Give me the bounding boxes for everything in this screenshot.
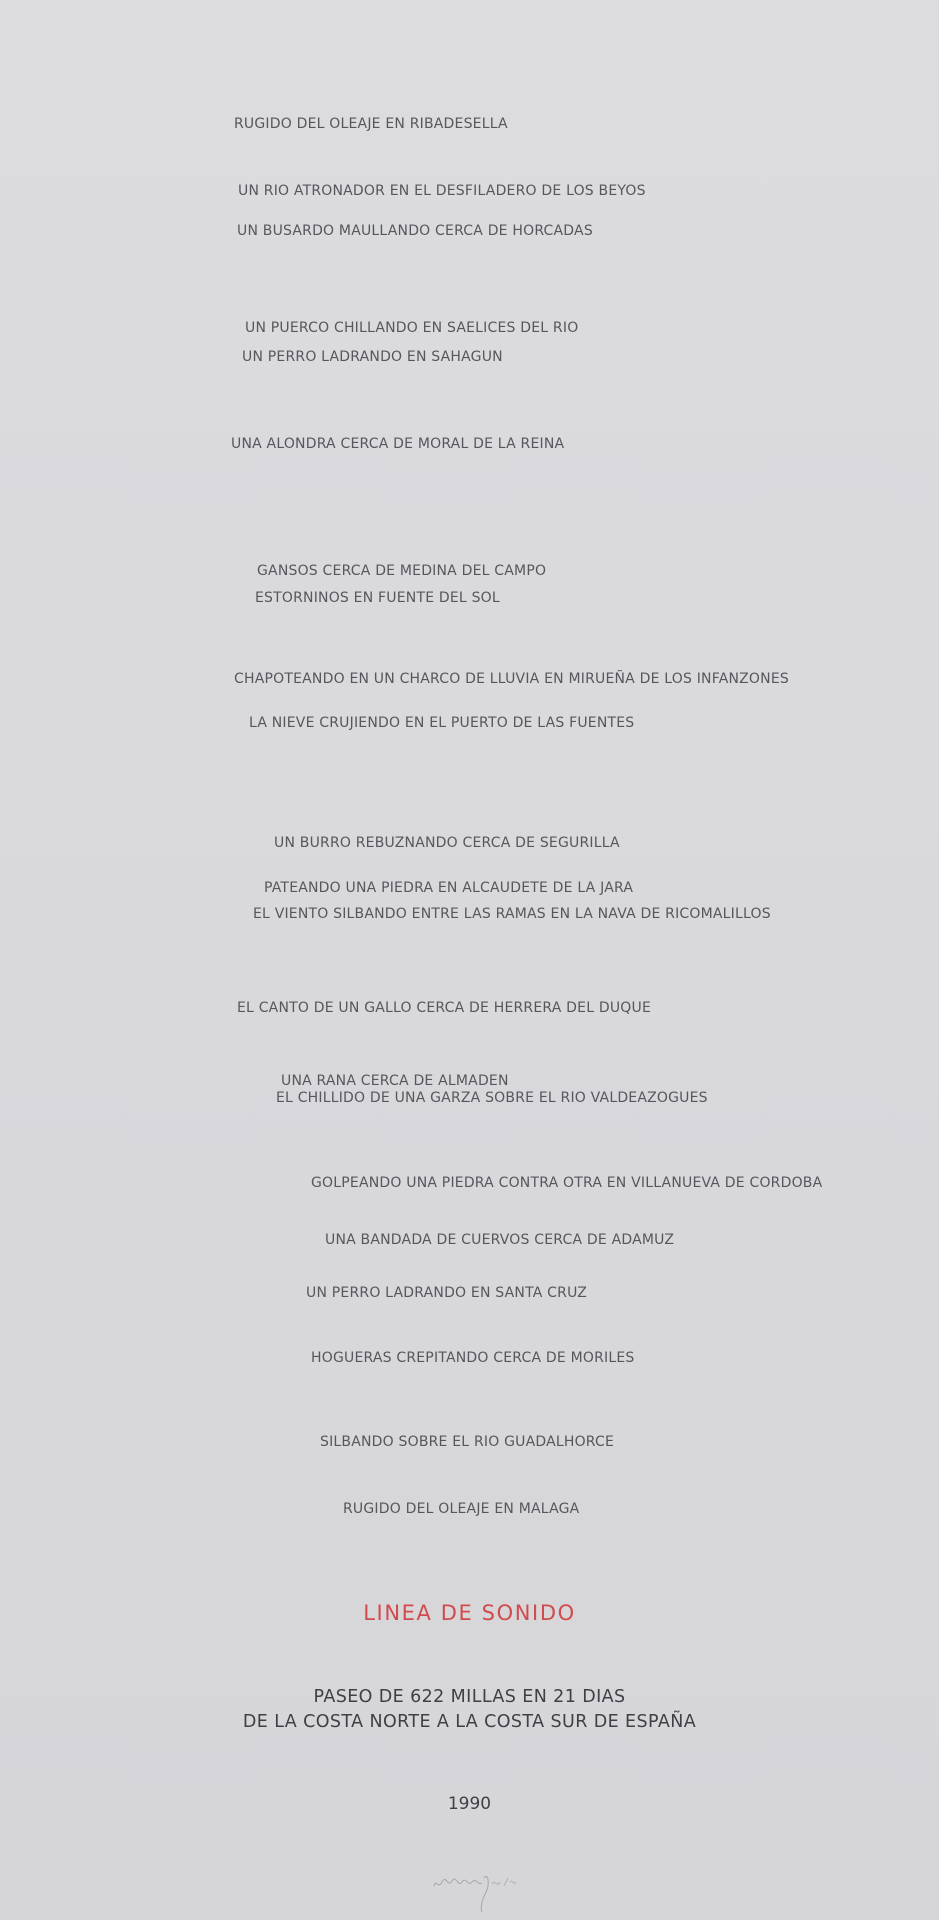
place-line: EL VIENTO SILBANDO ENTRE LAS RAMAS EN LA NAVA DE RICOMALILLOS — [253, 906, 771, 922]
place-line: UNA RANA CERCA DE ALMADEN — [281, 1073, 509, 1089]
place-line: UNA BANDADA DE CUERVOS CERCA DE ADAMUZ — [325, 1232, 675, 1248]
place-line: UNA ALONDRA CERCA DE MORAL DE LA REINA — [231, 436, 565, 452]
place-line: LA NIEVE CRUJIENDO EN EL PUERTO DE LAS FUENTES — [249, 715, 635, 731]
place-line: SILBANDO SOBRE EL RIO GUADALHORCE — [320, 1434, 615, 1450]
walk-description-line-2: DE LA COSTA NORTE A LA COSTA SUR DE ESPAÑA — [242, 1712, 697, 1732]
place-line: UN PERRO LADRANDO EN SANTA CRUZ — [306, 1285, 588, 1301]
walk-description-line-1: PASEO DE 622 MILLAS EN 21 DIAS — [313, 1687, 626, 1707]
artist-signature — [428, 1864, 538, 1914]
place-line: PATEANDO UNA PIEDRA EN ALCAUDETE DE LA JARA — [264, 880, 634, 896]
place-line: GANSOS CERCA DE MEDINA DEL CAMPO — [257, 563, 547, 579]
place-line: RUGIDO DEL OLEAJE EN RIBADESELLA — [234, 116, 508, 132]
place-line: EL CANTO DE UN GALLO CERCA DE HERRERA DEL DUQUE — [237, 1000, 651, 1016]
artwork-title: LINEA DE SONIDO — [363, 1601, 576, 1625]
year: 1990 — [447, 1794, 492, 1814]
place-line: EL CHILLIDO DE UNA GARZA SOBRE EL RIO VALDEAZOGUES — [276, 1090, 708, 1106]
place-line: RUGIDO DEL OLEAJE EN MALAGA — [343, 1501, 580, 1517]
place-line: UN BUSARDO MAULLANDO CERCA DE HORCADAS — [237, 223, 593, 239]
place-line: GOLPEANDO UNA PIEDRA CONTRA OTRA EN VILLANUEVA DE CORDOBA — [311, 1175, 823, 1191]
place-line: UN PERRO LADRANDO EN SAHAGUN — [242, 349, 503, 365]
place-line: UN PUERCO CHILLANDO EN SAELICES DEL RIO — [245, 320, 579, 336]
place-line: CHAPOTEANDO EN UN CHARCO DE LLUVIA EN MIRUEÑA DE LOS INFANZONES — [234, 671, 789, 687]
place-line: ESTORNINOS EN FUENTE DEL SOL — [255, 590, 500, 606]
place-line: UN BURRO REBUZNANDO CERCA DE SEGURILLA — [274, 835, 620, 851]
place-line: HOGUERAS CREPITANDO CERCA DE MORILES — [311, 1350, 635, 1366]
place-line: UN RIO ATRONADOR EN EL DESFILADERO DE LOS BEYOS — [238, 183, 646, 199]
